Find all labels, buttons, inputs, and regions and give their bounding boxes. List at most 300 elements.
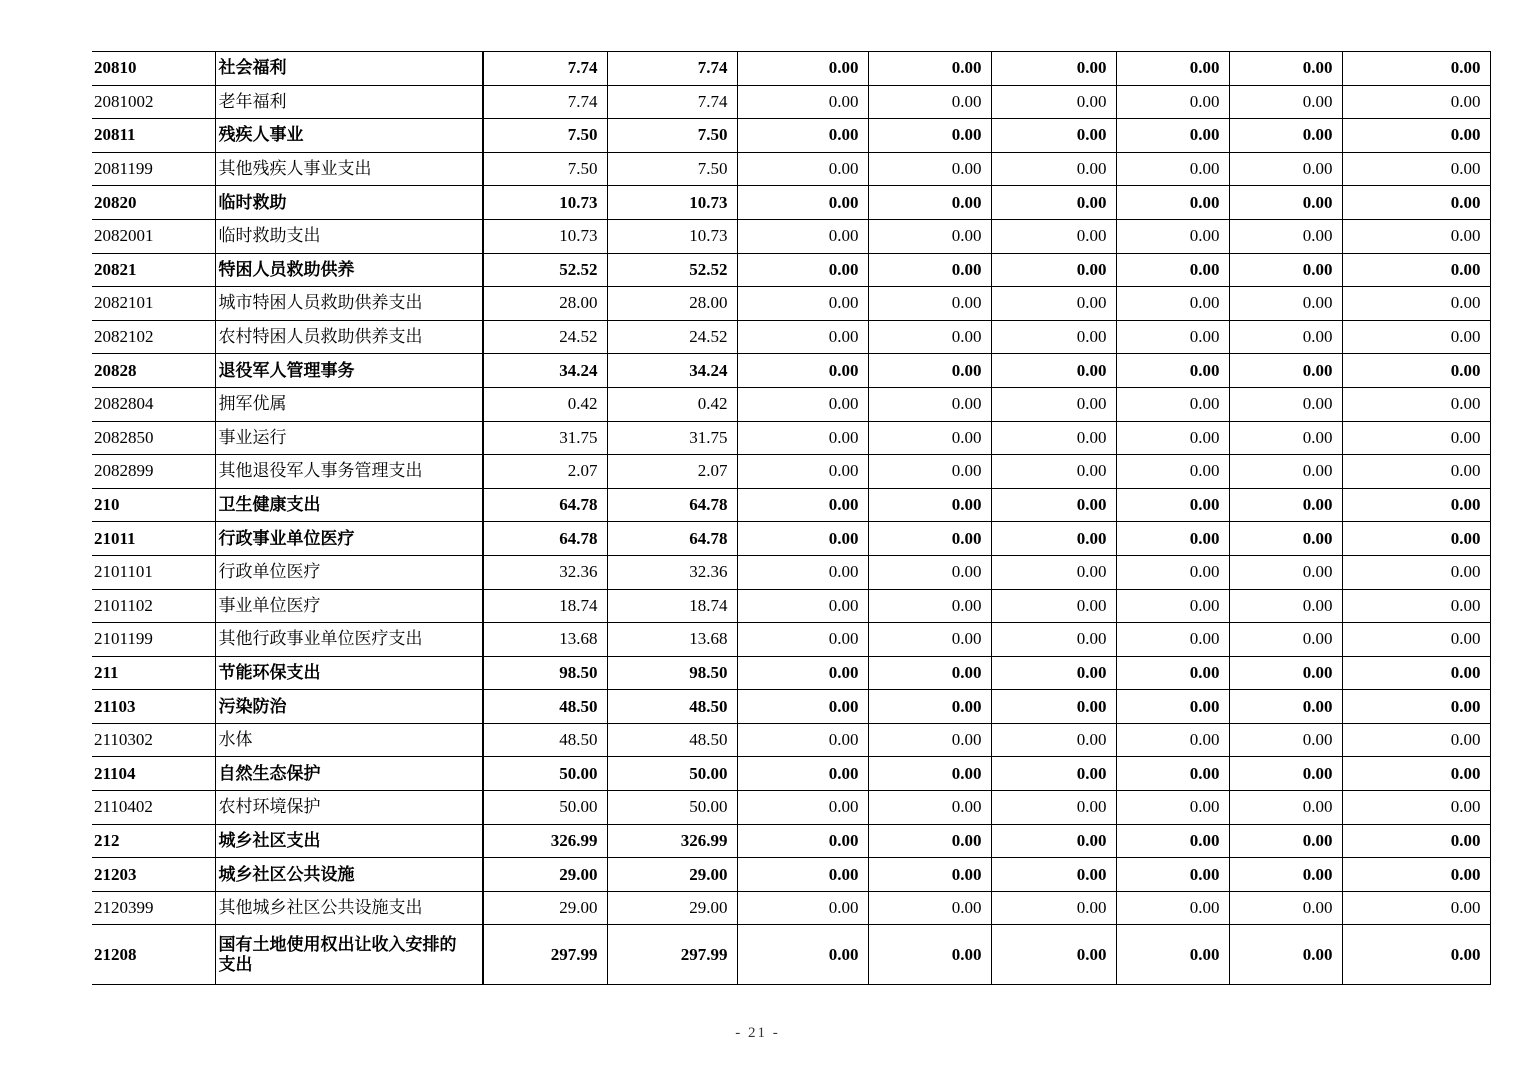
row-value-cell: 297.99: [607, 925, 737, 985]
row-value-cell: 0.00: [1342, 757, 1490, 791]
row-code-cell: 21203: [92, 858, 215, 892]
row-value-cell: 0.00: [737, 152, 868, 186]
row-value-cell: 52.52: [607, 253, 737, 287]
row-code-cell: 20820: [92, 186, 215, 220]
row-value-cell: 0.00: [1116, 219, 1229, 253]
row-value-cell: 0.00: [868, 488, 991, 522]
row-value-cell: 0.00: [1116, 858, 1229, 892]
row-value-cell: 48.50: [483, 690, 607, 724]
table-row: [92, 824, 1490, 858]
row-value-cell: 0.00: [1116, 287, 1229, 321]
row-value-cell: 0.00: [868, 119, 991, 153]
row-value-cell: 0.00: [1229, 891, 1342, 925]
row-value-cell: 13.68: [483, 623, 607, 657]
row-value-cell: 0.00: [737, 85, 868, 119]
row-value-cell: 0.00: [868, 421, 991, 455]
row-value-cell: 0.00: [737, 287, 868, 321]
row-value-cell: 10.73: [607, 219, 737, 253]
row-value-cell: 297.99: [483, 925, 607, 985]
row-value-cell: 0.00: [1229, 421, 1342, 455]
row-value-cell: 50.00: [607, 757, 737, 791]
row-value-cell: 0.00: [1229, 320, 1342, 354]
row-value-cell: 0.00: [1342, 589, 1490, 623]
row-name-cell: 行政事业单位医疗: [215, 522, 483, 556]
row-name-cell: 事业运行: [215, 421, 483, 455]
row-value-cell: 0.00: [991, 589, 1116, 623]
row-name-cell: 其他行政事业单位医疗支出: [215, 623, 483, 657]
row-value-cell: 0.00: [868, 52, 991, 86]
row-value-cell: 98.50: [607, 656, 737, 690]
row-value-cell: 0.00: [991, 488, 1116, 522]
table-row: [92, 52, 1490, 86]
row-value-cell: 0.00: [868, 791, 991, 825]
table-row: [92, 656, 1490, 690]
row-name-cell: 自然生态保护: [215, 757, 483, 791]
row-value-cell: 0.42: [483, 387, 607, 421]
row-value-cell: 0.00: [1229, 287, 1342, 321]
row-value-cell: 0.00: [991, 925, 1116, 985]
row-code-cell: 21011: [92, 522, 215, 556]
row-code-cell: 2082001: [92, 219, 215, 253]
row-value-cell: 0.00: [1342, 791, 1490, 825]
row-value-cell: 0.00: [1116, 891, 1229, 925]
row-value-cell: 0.00: [868, 186, 991, 220]
row-value-cell: 0.00: [1342, 723, 1490, 757]
row-value-cell: 0.00: [737, 858, 868, 892]
row-value-cell: 7.50: [483, 152, 607, 186]
row-value-cell: 0.00: [991, 354, 1116, 388]
row-value-cell: 0.00: [1342, 858, 1490, 892]
row-value-cell: 0.00: [868, 589, 991, 623]
row-value-cell: 0.00: [737, 891, 868, 925]
table-row: [92, 119, 1490, 153]
row-code-cell: 2110402: [92, 791, 215, 825]
page-number: - 21 -: [735, 1025, 780, 1041]
row-value-cell: 0.00: [868, 757, 991, 791]
row-code-cell: 211: [92, 656, 215, 690]
row-value-cell: 0.00: [1116, 925, 1229, 985]
row-value-cell: 0.00: [1342, 455, 1490, 489]
row-value-cell: 7.74: [607, 85, 737, 119]
row-value-cell: 0.00: [1116, 387, 1229, 421]
row-value-cell: 0.00: [1229, 824, 1342, 858]
row-value-cell: 0.00: [1229, 757, 1342, 791]
row-value-cell: 0.00: [737, 320, 868, 354]
table-row: [92, 488, 1490, 522]
row-value-cell: 29.00: [607, 858, 737, 892]
row-value-cell: 0.00: [991, 152, 1116, 186]
row-code-cell: 2101199: [92, 623, 215, 657]
row-value-cell: 0.00: [991, 522, 1116, 556]
table-row: [92, 891, 1490, 925]
row-code-cell: 2120399: [92, 891, 215, 925]
row-value-cell: 0.00: [1116, 824, 1229, 858]
row-code-cell: 2082102: [92, 320, 215, 354]
row-value-cell: 0.00: [1229, 152, 1342, 186]
row-code-cell: 2082850: [92, 421, 215, 455]
row-value-cell: 0.00: [1342, 925, 1490, 985]
row-value-cell: 24.52: [483, 320, 607, 354]
row-value-cell: 2.07: [483, 455, 607, 489]
row-value-cell: 0.00: [1342, 186, 1490, 220]
row-value-cell: 0.00: [1116, 623, 1229, 657]
row-name-cell: 事业单位医疗: [215, 589, 483, 623]
row-name-cell: 老年福利: [215, 85, 483, 119]
row-name-cell: 城市特困人员救助供养支出: [215, 287, 483, 321]
row-value-cell: 0.00: [737, 925, 868, 985]
row-name-cell: 行政单位医疗: [215, 555, 483, 589]
row-code-cell: 20821: [92, 253, 215, 287]
row-value-cell: 0.00: [737, 186, 868, 220]
row-value-cell: 0.00: [991, 791, 1116, 825]
row-value-cell: 0.00: [1342, 891, 1490, 925]
row-value-cell: 0.00: [1116, 85, 1229, 119]
row-name-cell: 城乡社区支出: [215, 824, 483, 858]
row-value-cell: 10.73: [607, 186, 737, 220]
row-value-cell: 98.50: [483, 656, 607, 690]
table-row: [92, 723, 1490, 757]
row-value-cell: 0.00: [868, 387, 991, 421]
row-value-cell: 10.73: [483, 186, 607, 220]
row-value-cell: 7.74: [483, 85, 607, 119]
row-value-cell: 0.00: [1342, 253, 1490, 287]
row-code-cell: 21208: [92, 925, 215, 985]
row-value-cell: 0.00: [991, 623, 1116, 657]
row-value-cell: 0.00: [868, 253, 991, 287]
row-value-cell: 0.00: [737, 589, 868, 623]
table-row: [92, 219, 1490, 253]
row-value-cell: 0.00: [1116, 253, 1229, 287]
row-value-cell: 32.36: [607, 555, 737, 589]
row-code-cell: 2081002: [92, 85, 215, 119]
row-value-cell: 0.00: [1229, 52, 1342, 86]
row-value-cell: 0.00: [737, 253, 868, 287]
row-value-cell: 0.00: [1342, 387, 1490, 421]
row-value-cell: 0.00: [991, 287, 1116, 321]
row-value-cell: 0.42: [607, 387, 737, 421]
row-value-cell: 0.00: [868, 824, 991, 858]
row-value-cell: 0.00: [1229, 723, 1342, 757]
budget-table: [92, 51, 1491, 985]
row-value-cell: 0.00: [1116, 52, 1229, 86]
row-value-cell: 0.00: [1229, 253, 1342, 287]
row-value-cell: 13.68: [607, 623, 737, 657]
row-name-cell: 退役军人管理事务: [215, 354, 483, 388]
table-row: [92, 522, 1490, 556]
row-value-cell: 34.24: [607, 354, 737, 388]
row-value-cell: 326.99: [483, 824, 607, 858]
row-value-cell: 29.00: [607, 891, 737, 925]
row-value-cell: 0.00: [737, 455, 868, 489]
row-value-cell: 50.00: [607, 791, 737, 825]
row-value-cell: 0.00: [1342, 119, 1490, 153]
row-code-cell: 2110302: [92, 723, 215, 757]
row-value-cell: 0.00: [991, 824, 1116, 858]
row-value-cell: 31.75: [607, 421, 737, 455]
row-value-cell: 0.00: [1116, 589, 1229, 623]
row-name-cell: 农村特困人员救助供养支出: [215, 320, 483, 354]
row-value-cell: 48.50: [607, 690, 737, 724]
row-name-cell: 特困人员救助供养: [215, 253, 483, 287]
row-value-cell: 0.00: [1229, 354, 1342, 388]
row-value-cell: 0.00: [868, 320, 991, 354]
row-code-cell: 2081199: [92, 152, 215, 186]
row-value-cell: 0.00: [1116, 791, 1229, 825]
row-value-cell: 29.00: [483, 858, 607, 892]
row-code-cell: 2082899: [92, 455, 215, 489]
row-code-cell: 21104: [92, 757, 215, 791]
row-value-cell: 0.00: [737, 387, 868, 421]
row-code-cell: 21103: [92, 690, 215, 724]
row-value-cell: 0.00: [991, 757, 1116, 791]
table-row: [92, 354, 1490, 388]
row-name-cell: 残疾人事业: [215, 119, 483, 153]
row-value-cell: 18.74: [607, 589, 737, 623]
row-value-cell: 7.74: [483, 52, 607, 86]
row-value-cell: 0.00: [737, 488, 868, 522]
row-value-cell: 0.00: [868, 925, 991, 985]
row-value-cell: 7.74: [607, 52, 737, 86]
row-name-cell: 农村环境保护: [215, 791, 483, 825]
row-value-cell: 0.00: [1342, 152, 1490, 186]
row-value-cell: 0.00: [868, 690, 991, 724]
row-name-cell: 国有土地使用权出让收入安排的支出: [215, 925, 483, 985]
row-value-cell: 24.52: [607, 320, 737, 354]
row-value-cell: 0.00: [991, 858, 1116, 892]
row-name-cell: 其他城乡社区公共设施支出: [215, 891, 483, 925]
table-row: [92, 925, 1490, 985]
table-row: [92, 690, 1490, 724]
table-row: [92, 186, 1490, 220]
row-value-cell: 0.00: [1116, 119, 1229, 153]
row-value-cell: 48.50: [607, 723, 737, 757]
row-value-cell: 0.00: [1229, 555, 1342, 589]
row-value-cell: 0.00: [737, 791, 868, 825]
row-value-cell: 0.00: [1229, 455, 1342, 489]
row-value-cell: 0.00: [991, 656, 1116, 690]
row-value-cell: 0.00: [1116, 354, 1229, 388]
row-code-cell: 20810: [92, 52, 215, 86]
row-value-cell: 0.00: [1116, 152, 1229, 186]
row-value-cell: 0.00: [737, 757, 868, 791]
row-value-cell: 0.00: [1342, 320, 1490, 354]
row-value-cell: 0.00: [991, 186, 1116, 220]
table-row: [92, 85, 1490, 119]
row-value-cell: 0.00: [991, 690, 1116, 724]
row-value-cell: 0.00: [1229, 219, 1342, 253]
row-value-cell: 64.78: [607, 522, 737, 556]
row-value-cell: 0.00: [1342, 219, 1490, 253]
row-value-cell: 0.00: [1342, 488, 1490, 522]
row-code-cell: 2101102: [92, 589, 215, 623]
row-value-cell: 0.00: [1116, 320, 1229, 354]
row-value-cell: 0.00: [991, 219, 1116, 253]
row-value-cell: 0.00: [868, 858, 991, 892]
row-value-cell: 28.00: [483, 287, 607, 321]
row-value-cell: 0.00: [1116, 690, 1229, 724]
row-value-cell: 52.52: [483, 253, 607, 287]
row-value-cell: 0.00: [1229, 925, 1342, 985]
row-value-cell: 0.00: [1116, 455, 1229, 489]
row-value-cell: 0.00: [991, 723, 1116, 757]
table-row: [92, 387, 1490, 421]
row-value-cell: 0.00: [1342, 656, 1490, 690]
row-code-cell: 210: [92, 488, 215, 522]
row-value-cell: 18.74: [483, 589, 607, 623]
row-value-cell: 29.00: [483, 891, 607, 925]
row-value-cell: 0.00: [1342, 522, 1490, 556]
row-value-cell: 0.00: [737, 656, 868, 690]
row-code-cell: 20811: [92, 119, 215, 153]
row-value-cell: 0.00: [737, 52, 868, 86]
table-row: [92, 152, 1490, 186]
row-value-cell: 0.00: [868, 287, 991, 321]
row-name-cell: 水体: [215, 723, 483, 757]
table-row: [92, 287, 1490, 321]
row-value-cell: 0.00: [868, 623, 991, 657]
row-value-cell: 0.00: [868, 555, 991, 589]
row-value-cell: 0.00: [737, 690, 868, 724]
row-value-cell: 50.00: [483, 791, 607, 825]
row-value-cell: 326.99: [607, 824, 737, 858]
row-name-cell: 节能环保支出: [215, 656, 483, 690]
row-name-cell: 社会福利: [215, 52, 483, 86]
table-row: [92, 858, 1490, 892]
row-value-cell: 48.50: [483, 723, 607, 757]
row-value-cell: 0.00: [991, 119, 1116, 153]
row-value-cell: 34.24: [483, 354, 607, 388]
row-value-cell: 0.00: [868, 152, 991, 186]
row-value-cell: 0.00: [1229, 690, 1342, 724]
row-value-cell: 31.75: [483, 421, 607, 455]
row-value-cell: 0.00: [868, 723, 991, 757]
row-value-cell: 0.00: [991, 421, 1116, 455]
row-value-cell: 0.00: [737, 555, 868, 589]
row-value-cell: 0.00: [1229, 623, 1342, 657]
row-value-cell: 0.00: [991, 555, 1116, 589]
table-row: [92, 791, 1490, 825]
row-code-cell: 2082804: [92, 387, 215, 421]
row-value-cell: 32.36: [483, 555, 607, 589]
row-value-cell: 0.00: [1229, 858, 1342, 892]
row-value-cell: 28.00: [607, 287, 737, 321]
row-name-cell: 污染防治: [215, 690, 483, 724]
row-value-cell: 0.00: [868, 891, 991, 925]
row-value-cell: 0.00: [991, 387, 1116, 421]
row-value-cell: 0.00: [1342, 824, 1490, 858]
row-value-cell: 0.00: [737, 219, 868, 253]
row-value-cell: 0.00: [1229, 488, 1342, 522]
row-value-cell: 0.00: [1229, 656, 1342, 690]
row-value-cell: 0.00: [1116, 488, 1229, 522]
row-value-cell: 0.00: [1229, 119, 1342, 153]
row-value-cell: 0.00: [991, 52, 1116, 86]
row-value-cell: 0.00: [1342, 690, 1490, 724]
table-row: [92, 320, 1490, 354]
row-name-cell: 卫生健康支出: [215, 488, 483, 522]
row-value-cell: 0.00: [1116, 522, 1229, 556]
row-value-cell: 0.00: [737, 354, 868, 388]
row-value-cell: 0.00: [991, 320, 1116, 354]
row-value-cell: 0.00: [1342, 85, 1490, 119]
row-value-cell: 2.07: [607, 455, 737, 489]
row-value-cell: 0.00: [1229, 387, 1342, 421]
row-value-cell: 50.00: [483, 757, 607, 791]
row-value-cell: 0.00: [868, 455, 991, 489]
row-value-cell: 0.00: [737, 522, 868, 556]
row-name-cell: 临时救助支出: [215, 219, 483, 253]
row-value-cell: 0.00: [1116, 186, 1229, 220]
table-row: [92, 555, 1490, 589]
row-value-cell: 0.00: [991, 85, 1116, 119]
row-value-cell: 0.00: [1229, 589, 1342, 623]
row-value-cell: 10.73: [483, 219, 607, 253]
row-name-cell: 其他退役军人事务管理支出: [215, 455, 483, 489]
row-value-cell: 64.78: [483, 488, 607, 522]
row-value-cell: 0.00: [991, 253, 1116, 287]
table-row: [92, 421, 1490, 455]
row-value-cell: 7.50: [607, 152, 737, 186]
row-value-cell: 0.00: [737, 421, 868, 455]
row-value-cell: 0.00: [1116, 421, 1229, 455]
row-value-cell: 7.50: [607, 119, 737, 153]
row-value-cell: 0.00: [1342, 52, 1490, 86]
row-value-cell: 0.00: [737, 119, 868, 153]
table-row: [92, 253, 1490, 287]
row-value-cell: 0.00: [1229, 522, 1342, 556]
row-value-cell: 0.00: [868, 85, 991, 119]
row-value-cell: 7.50: [483, 119, 607, 153]
row-value-cell: 0.00: [1342, 287, 1490, 321]
row-value-cell: 0.00: [1229, 186, 1342, 220]
row-value-cell: 0.00: [1342, 623, 1490, 657]
row-name-cell: 临时救助: [215, 186, 483, 220]
row-value-cell: 0.00: [1342, 354, 1490, 388]
row-code-cell: 2101101: [92, 555, 215, 589]
row-code-cell: 2082101: [92, 287, 215, 321]
row-name-cell: 其他残疾人事业支出: [215, 152, 483, 186]
row-value-cell: 0.00: [868, 656, 991, 690]
row-value-cell: 0.00: [737, 623, 868, 657]
row-value-cell: 0.00: [1342, 421, 1490, 455]
table-row: [92, 455, 1490, 489]
table-body: [92, 52, 1490, 985]
row-value-cell: 0.00: [1116, 656, 1229, 690]
row-value-cell: 0.00: [1116, 555, 1229, 589]
row-value-cell: 0.00: [868, 354, 991, 388]
table-row: [92, 757, 1490, 791]
table-row: [92, 589, 1490, 623]
row-value-cell: 64.78: [607, 488, 737, 522]
row-value-cell: 0.00: [991, 891, 1116, 925]
row-name-cell: 城乡社区公共设施: [215, 858, 483, 892]
row-value-cell: 0.00: [1116, 757, 1229, 791]
row-value-cell: 0.00: [1229, 85, 1342, 119]
row-value-cell: 0.00: [737, 824, 868, 858]
row-value-cell: 0.00: [991, 455, 1116, 489]
row-value-cell: 0.00: [737, 723, 868, 757]
row-code-cell: 212: [92, 824, 215, 858]
row-name-cell: 拥军优属: [215, 387, 483, 421]
row-value-cell: 64.78: [483, 522, 607, 556]
row-value-cell: 0.00: [1342, 555, 1490, 589]
table-row: [92, 623, 1490, 657]
row-value-cell: 0.00: [868, 219, 991, 253]
row-code-cell: 20828: [92, 354, 215, 388]
row-value-cell: 0.00: [1229, 791, 1342, 825]
row-value-cell: 0.00: [868, 522, 991, 556]
row-value-cell: 0.00: [1116, 723, 1229, 757]
